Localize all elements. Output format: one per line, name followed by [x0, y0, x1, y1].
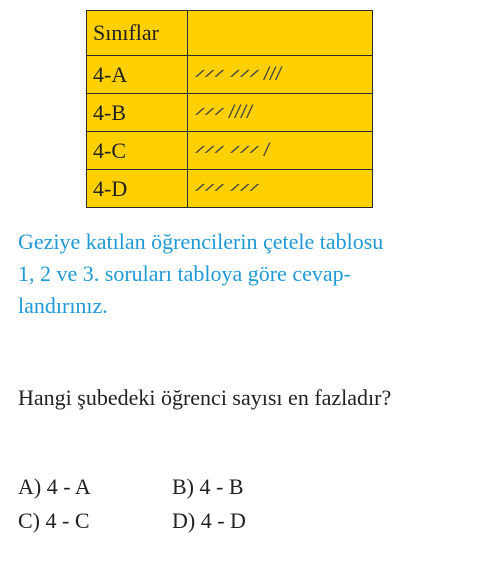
table-row [87, 132, 373, 170]
option-a[interactable]: A) 4 - A [18, 474, 91, 499]
class-cell: 4-A [87, 56, 188, 94]
options-row [18, 504, 326, 538]
option-c[interactable]: C) 4 - C [18, 508, 90, 533]
class-cell: 4-C [87, 132, 188, 170]
header-tally [188, 11, 373, 56]
tally-cell: 𝄍𝄍𝄍 𝄍𝄍𝄍 /// [188, 56, 373, 94]
tally-cell: 𝄍𝄍𝄍 𝄍𝄍𝄍 / [188, 132, 373, 170]
table-row [87, 94, 373, 132]
table-caption [18, 226, 488, 322]
caption-line: Geziye katılan öğrencilerin çetele tablosu [18, 229, 384, 254]
tally-cell: 𝄍𝄍𝄍 //// [188, 94, 373, 132]
caption-line: 1, 2 ve 3. soruları tabloya göre cevap- [18, 261, 351, 286]
table-header-row [87, 11, 373, 56]
options-row [18, 470, 326, 504]
header-classes: Sınıflar [87, 11, 188, 56]
question-text: Hangi şubedeki öğrenci sayısı en fazladır? [18, 385, 392, 410]
caption-line: landırınız. [18, 293, 108, 318]
class-cell: 4-D [87, 170, 188, 208]
answer-options [18, 470, 326, 538]
tally-cell: 𝄍𝄍𝄍 𝄍𝄍𝄍 [188, 170, 373, 208]
option-b[interactable]: B) 4 - B [172, 474, 244, 499]
table-row [87, 56, 373, 94]
option-d[interactable]: D) 4 - D [172, 508, 246, 533]
class-cell: 4-B [87, 94, 188, 132]
table-row [87, 170, 373, 208]
tally-table [86, 10, 373, 208]
